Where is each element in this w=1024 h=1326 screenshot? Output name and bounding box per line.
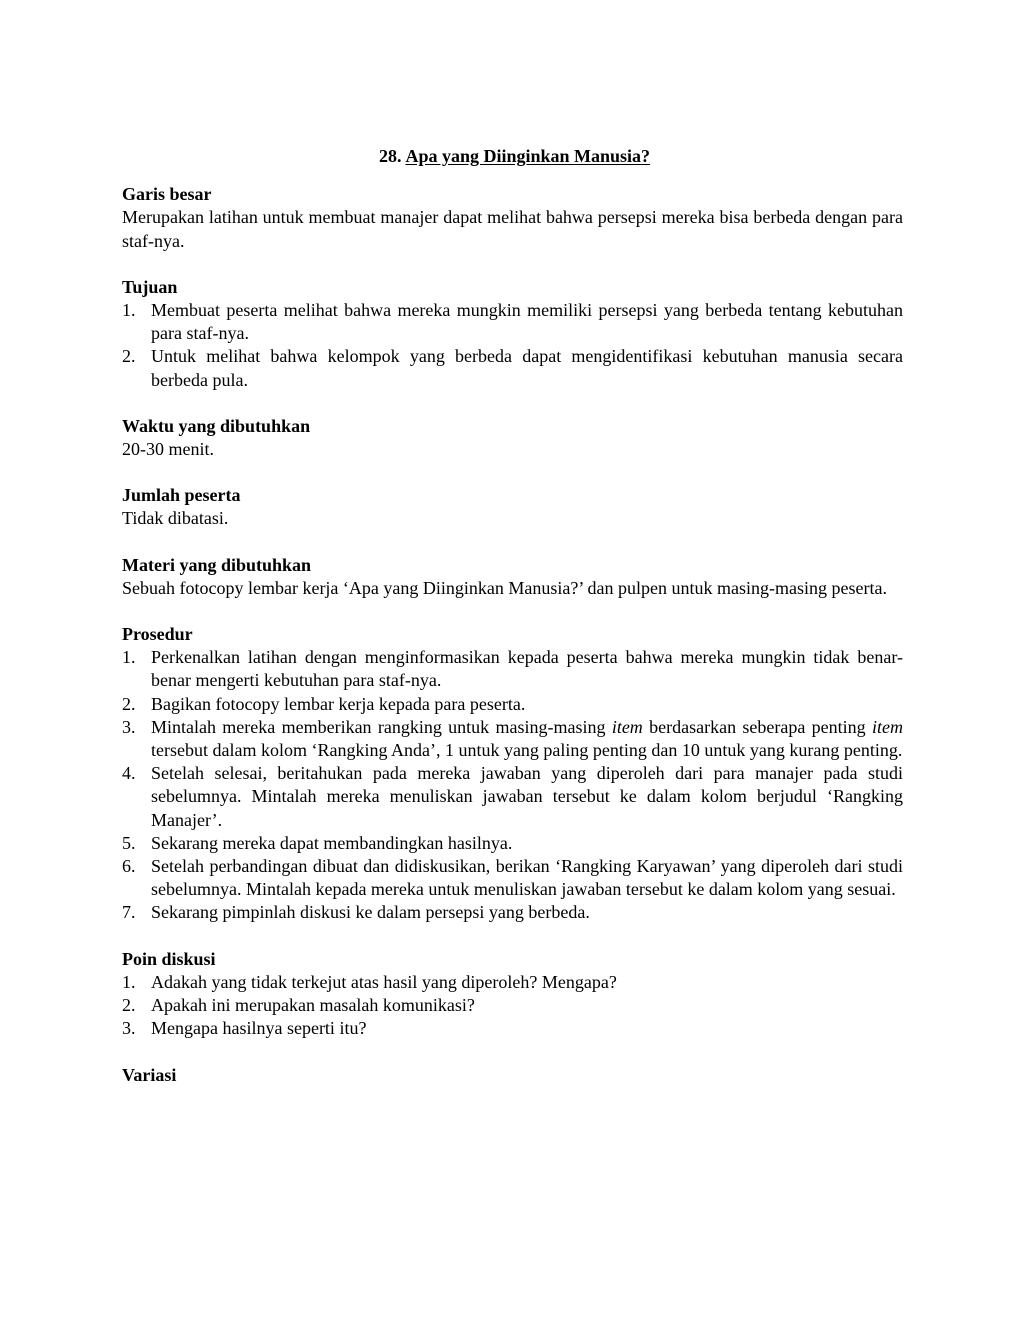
heading-materi: Materi yang dibutuhkan (122, 554, 312, 575)
list-item (122, 345, 903, 391)
heading-jumlah: Jumlah peserta (122, 485, 241, 506)
section-materi (122, 554, 903, 600)
jumlah-body: Tidak dibatasi. (122, 508, 229, 529)
poin-diskusi-list (122, 971, 903, 1041)
list-item (122, 693, 903, 716)
list-text: Setelah perbandingan dibuat dan didiskusikan, berikan ‘Rangking Karyawan’ yang diperoleh dari studi sebelumnya. Mintalah kepada mereka untuk menuliskan jawaban tersebut ke dalam kolom yang sesuai. (151, 856, 903, 900)
list-number: 2. (122, 693, 136, 714)
list-item (122, 716, 903, 762)
list-text: Sekarang pimpinlah diskusi ke dalam persepsi yang berbeda. (151, 902, 590, 923)
list-text: Untuk melihat bahwa kelompok yang berbeda dapat mengidentifikasi kebutuhan manusia secara berbeda pula. (151, 346, 903, 390)
list-number: 2. (122, 995, 136, 1016)
list-item (122, 299, 903, 345)
heading-tujuan: Tujuan (122, 276, 178, 297)
list-item (122, 1017, 903, 1040)
list-item (122, 646, 903, 692)
list-number: 1. (122, 971, 136, 992)
list-text: Apakah ini merupakan masalah komunikasi? (151, 995, 475, 1016)
document-page (122, 145, 903, 1110)
list-number: 1. (122, 300, 136, 321)
heading-poin-diskusi: Poin diskusi (122, 948, 216, 969)
garis-besar-body: Merupakan latihan untuk membuat manajer dapat melihat bahwa persepsi mereka bisa berbeda dengan para staf-nya. (122, 207, 903, 251)
list-number: 7. (122, 902, 136, 923)
list-item (122, 994, 903, 1017)
title-text: Apa yang Diinginkan Manusia? (405, 146, 651, 166)
list-text-emphasis: item (611, 716, 643, 737)
heading-prosedur: Prosedur (122, 624, 193, 645)
list-text-part: Mintalah mereka memberikan rangking untuk masing-masing (151, 716, 612, 737)
waktu-body: 20-30 menit. (122, 439, 214, 460)
list-item (122, 762, 903, 832)
heading-garis-besar: Garis besar (122, 184, 212, 205)
page-title (122, 145, 903, 168)
list-text: Perkenalkan latihan dengan menginformasikan kepada peserta bahwa mereka mungkin tidak benar-benar mengerti kebutuhan para staf-nya. (151, 647, 903, 691)
list-text: Sekarang mereka dapat membandingkan hasilnya. (151, 832, 513, 853)
prosedur-list (122, 646, 903, 924)
materi-body: Sebuah fotocopy lembar kerja ‘Apa yang Diinginkan Manusia?’ dan pulpen untuk masing-masing peserta. (122, 577, 887, 598)
section-garis-besar (122, 183, 903, 253)
section-jumlah (122, 484, 903, 530)
section-variasi (122, 1064, 903, 1087)
list-item (122, 855, 903, 901)
heading-variasi: Variasi (122, 1064, 177, 1085)
list-text: Adakah yang tidak terkejut atas hasil yang diperoleh? Mengapa? (151, 971, 617, 992)
list-item (122, 832, 903, 855)
list-text-part: tersebut dalam kolom ‘Rangking Anda’, 1 untuk yang paling penting dan 10 untuk yang kurang penting. (151, 740, 903, 761)
tujuan-list (122, 299, 903, 392)
list-number: 1. (122, 647, 136, 668)
list-text-emphasis: item (872, 716, 903, 737)
list-text: Bagikan fotocopy lembar kerja kepada para peserta. (151, 693, 526, 714)
list-text: Setelah selesai, beritahukan pada mereka jawaban yang diperoleh dari para manajer pada studi sebelumnya. Mintalah mereka menuliskan jawaban tersebut ke dalam kolom berjudul ‘Rangking Manajer’. (151, 763, 903, 830)
list-number: 3. (122, 716, 136, 737)
list-text: Membuat peserta melihat bahwa mereka mungkin memiliki persepsi yang berbeda tentang kebutuhan para staf-nya. (151, 300, 903, 344)
list-number: 4. (122, 763, 136, 784)
list-number: 2. (122, 346, 136, 367)
list-item (122, 901, 903, 924)
section-poin-diskusi (122, 948, 903, 1041)
list-text: Mengapa hasilnya seperti itu? (151, 1018, 367, 1039)
list-number: 6. (122, 856, 136, 877)
section-tujuan (122, 276, 903, 392)
heading-waktu: Waktu yang dibutuhkan (122, 415, 311, 436)
list-item (122, 971, 903, 994)
list-number: 3. (122, 1018, 136, 1039)
section-waktu (122, 415, 903, 461)
title-number: 28. (378, 146, 402, 166)
list-text-part: berdasarkan seberapa penting (642, 716, 872, 737)
section-prosedur (122, 623, 903, 925)
list-number: 5. (122, 832, 136, 853)
